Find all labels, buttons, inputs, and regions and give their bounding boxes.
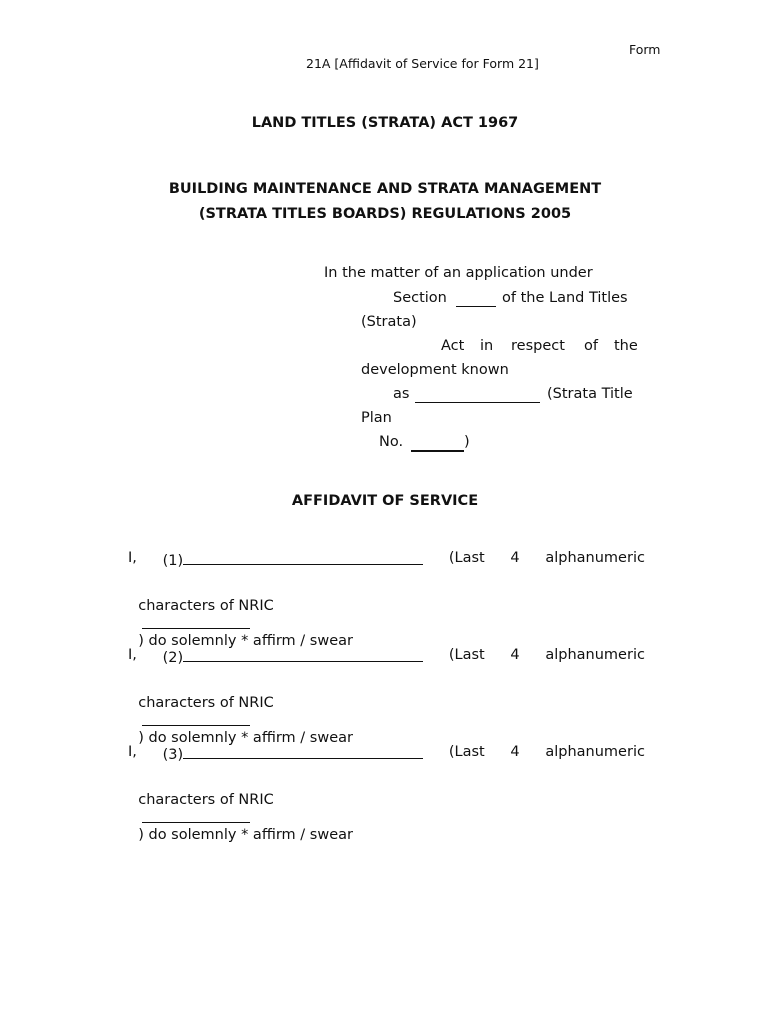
- close-paren: ): [464, 434, 470, 450]
- plan-number-blank[interactable]: [411, 436, 464, 452]
- four-word: 4: [510, 647, 520, 663]
- last-word: (Last: [448, 744, 485, 760]
- no-word: No.: [379, 434, 404, 450]
- deponent-2-nric-row: [129, 679, 353, 746]
- section-number-blank[interactable]: [456, 292, 496, 307]
- deponent-2-name-blank[interactable]: [183, 647, 423, 662]
- deponent-number: (1): [162, 553, 184, 569]
- i-word: I,: [128, 744, 137, 760]
- respect-word: respect: [511, 338, 565, 354]
- act-word: Act: [441, 338, 465, 354]
- deponent-3-name-row: [128, 744, 645, 763]
- deponent-3-nric-row: [129, 776, 353, 843]
- deponent-2-name-row: [128, 647, 645, 666]
- strata-word: (Strata): [361, 314, 417, 330]
- deponent-1-name-blank[interactable]: [183, 550, 423, 565]
- form-reference: 21A [Affidavit of Service for Form 21]: [306, 56, 539, 71]
- development-known: development known: [361, 362, 509, 378]
- in-word: in: [480, 338, 494, 354]
- of-word: of: [584, 338, 598, 354]
- last-word: (Last: [448, 647, 485, 663]
- regulations-title-line1: BUILDING MAINTENANCE AND STRATA MANAGEMENT: [168, 181, 602, 197]
- deponent-3-name-blank[interactable]: [183, 744, 423, 759]
- four-word: 4: [510, 744, 520, 760]
- matter-line: In the matter of an application under: [324, 265, 593, 281]
- alphanumeric-word: alphanumeric: [545, 744, 645, 760]
- as-word: as: [393, 386, 410, 402]
- deponent-1-nric-row: [129, 582, 353, 649]
- i-word: I,: [128, 550, 137, 566]
- last-word: (Last: [448, 550, 485, 566]
- alphanumeric-word: alphanumeric: [545, 647, 645, 663]
- affidavit-heading: AFFIDAVIT OF SERVICE: [291, 493, 479, 509]
- deponent-1-nric-blank[interactable]: [142, 614, 250, 629]
- affirm-text: ) do solemnly * affirm / swear: [138, 827, 353, 843]
- act-title: LAND TITLES (STRATA) ACT 1967: [251, 115, 519, 131]
- deponent-2-nric-blank[interactable]: [142, 711, 250, 726]
- plan-word: Plan: [361, 410, 392, 426]
- of-land-titles: of the Land Titles: [502, 290, 628, 306]
- development-name-blank[interactable]: [415, 388, 540, 403]
- regulations-title-line2: (STRATA TITLES BOARDS) REGULATIONS 2005: [198, 206, 572, 222]
- affirm-text: ) do solemnly * affirm / swear: [138, 730, 353, 746]
- four-word: 4: [510, 550, 520, 566]
- section-word: Section: [393, 290, 447, 306]
- nric-label: characters of NRIC: [138, 792, 274, 808]
- nric-label: characters of NRIC: [138, 598, 274, 614]
- the-word: the: [614, 338, 638, 354]
- alphanumeric-word: alphanumeric: [545, 550, 645, 566]
- deponent-number: (2): [162, 650, 184, 666]
- deponent-3-nric-blank[interactable]: [142, 808, 250, 823]
- deponent-number: (3): [162, 747, 184, 763]
- i-word: I,: [128, 647, 137, 663]
- strata-title-word: (Strata Title: [547, 386, 633, 402]
- form-label: Form: [629, 42, 661, 57]
- nric-label: characters of NRIC: [138, 695, 274, 711]
- affirm-text: ) do solemnly * affirm / swear: [138, 633, 353, 649]
- deponent-1-name-row: [128, 550, 645, 569]
